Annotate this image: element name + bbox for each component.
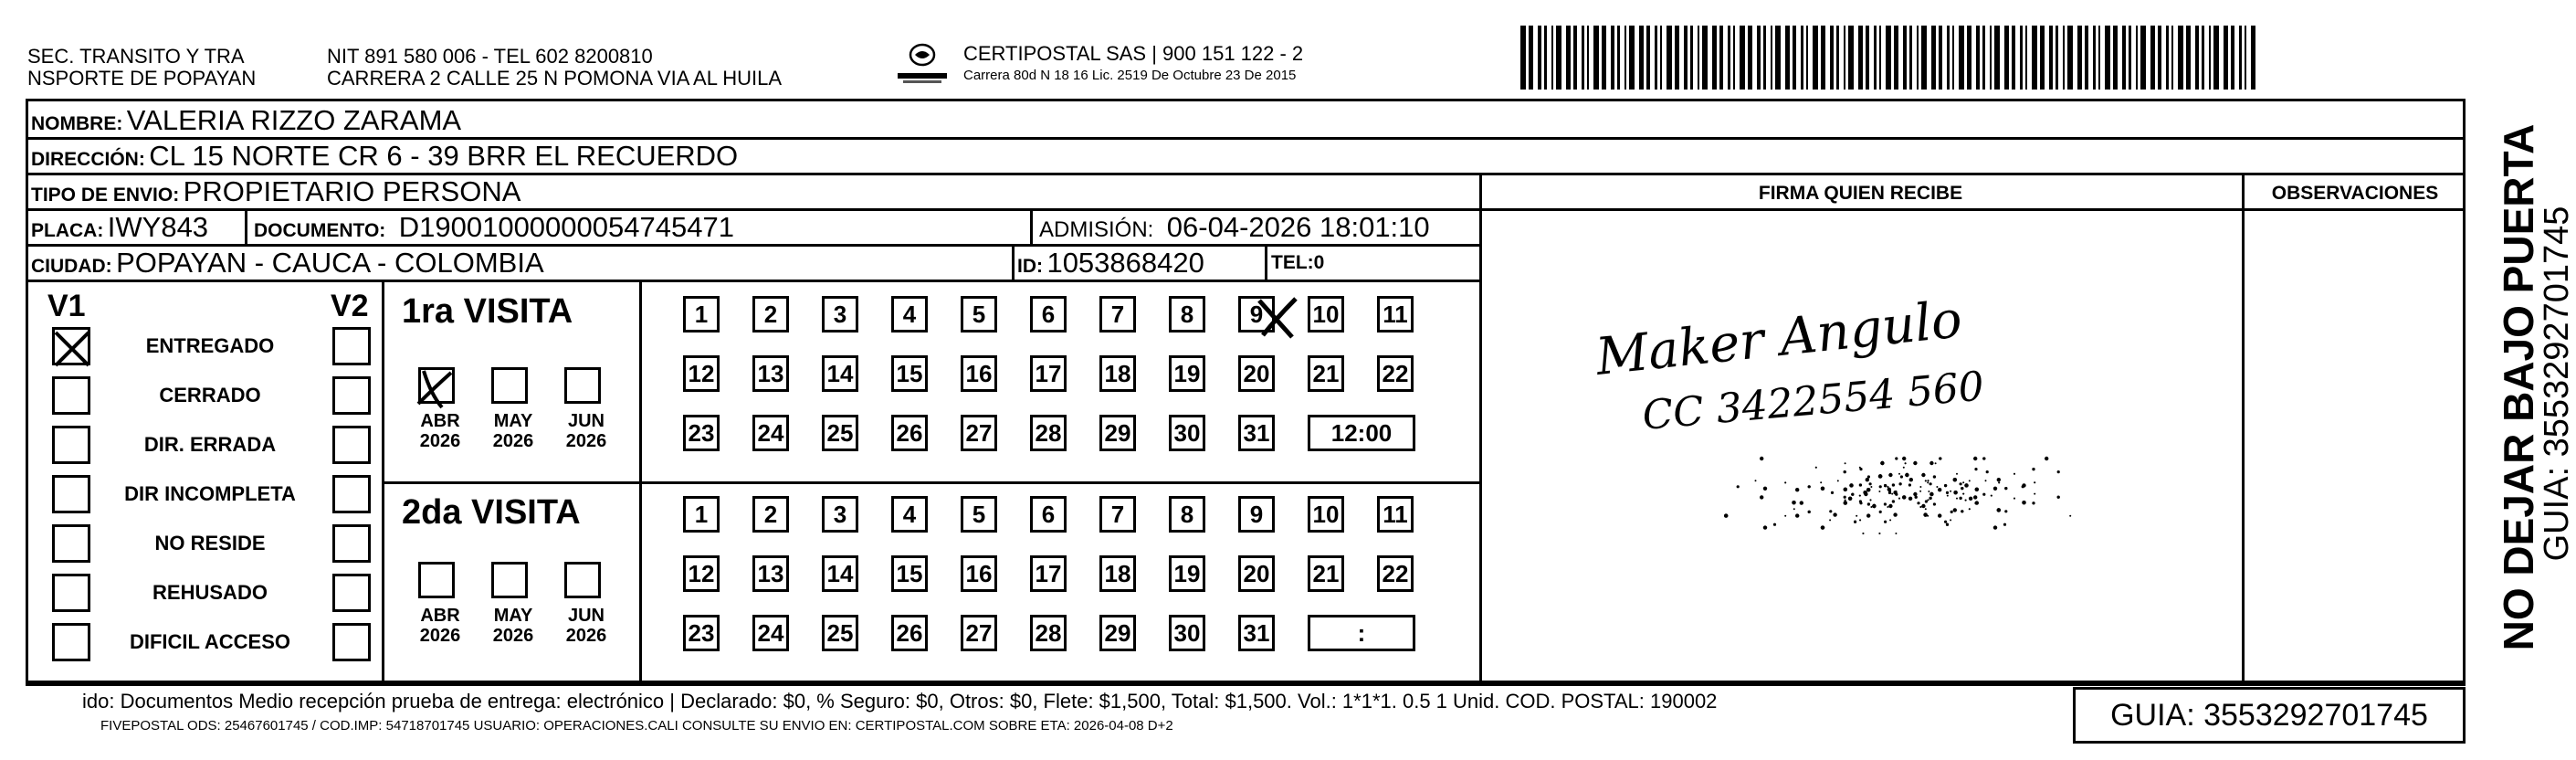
- visit1-day-16[interactable]: 16: [961, 355, 997, 392]
- visit2-day-10[interactable]: 10: [1308, 496, 1344, 533]
- visit1-day-24[interactable]: 24: [752, 415, 789, 451]
- v2-rehusado-checkbox[interactable]: [332, 574, 371, 612]
- visit1-day-31[interactable]: 31: [1238, 415, 1275, 451]
- plate-number: IWY843: [107, 211, 209, 243]
- visit1-day-4[interactable]: 4: [891, 296, 928, 332]
- visit1-day-28[interactable]: 28: [1030, 415, 1067, 451]
- month-name: ABR: [420, 411, 460, 431]
- recipient-name: VALERIA RIZZO ZARAMA: [126, 104, 462, 136]
- visit2-day-4[interactable]: 4: [891, 496, 928, 533]
- logo-icon: [890, 42, 954, 86]
- sender-line2: NSPORTE DE POPAYAN: [27, 67, 257, 90]
- sender-name: [27, 46, 256, 90]
- city: POPAYAN - CAUCA - COLOMBIA: [116, 247, 544, 279]
- documento-cell: DOCUMENTO: D19001000000054745471: [254, 211, 734, 243]
- dir-errada-label: DIR. ERRADA: [143, 433, 277, 456]
- visit1-may-label: [486, 411, 541, 451]
- v1-dir-incompleta-checkbox[interactable]: [52, 475, 90, 513]
- visit2-day-1[interactable]: 1: [683, 496, 720, 533]
- visit1-day-27[interactable]: 27: [961, 415, 997, 451]
- visit2-day-16[interactable]: 16: [961, 555, 997, 592]
- v2-dir-incompleta-checkbox[interactable]: [332, 475, 371, 513]
- visit2-day-15[interactable]: 15: [891, 555, 928, 592]
- observaciones-header: OBSERVACIONES: [2271, 183, 2439, 204]
- admission-date: 06-04-2026 18:01:10: [1166, 211, 1430, 243]
- v1-cerrado-checkbox[interactable]: [52, 376, 90, 415]
- visit1-day-30[interactable]: 30: [1169, 415, 1205, 451]
- cerrado-label: CERRADO: [159, 384, 261, 406]
- visit2-day-18[interactable]: 18: [1099, 555, 1136, 592]
- visit1-day-13[interactable]: 13: [752, 355, 789, 392]
- v1-dificil-acceso-checkbox[interactable]: [52, 623, 90, 661]
- recipient-address: CL 15 NORTE CR 6 - 39 BRR EL RECUERDO: [149, 140, 739, 172]
- visit2-abr-label: [413, 606, 468, 646]
- barcode-icon: [1520, 26, 2260, 91]
- visit1-may-checkbox[interactable]: [491, 367, 528, 404]
- visit2-time-field[interactable]: :: [1308, 615, 1415, 651]
- visit2-abr-checkbox[interactable]: [418, 562, 455, 598]
- visit2-day-11[interactable]: 11: [1377, 496, 1414, 533]
- v2-cerrado-checkbox[interactable]: [332, 376, 371, 415]
- firma-header: FIRMA QUIEN RECIBE: [1758, 183, 1963, 204]
- month-year: 2026: [419, 431, 461, 451]
- entregado-check-mark: [52, 329, 92, 369]
- company-license: Carrera 80d N 18 16 Lic. 2519 De Octubre 23 De 2015: [963, 68, 1297, 83]
- visit2-day-23[interactable]: 23: [683, 615, 720, 651]
- company-name: CERTIPOSTAL SAS | 900 151 122 - 2: [963, 42, 1304, 65]
- visit1-day-15[interactable]: 15: [891, 355, 928, 392]
- v2-dificil-acceso-checkbox[interactable]: [332, 623, 371, 661]
- visit1-day-22[interactable]: 22: [1377, 355, 1414, 392]
- sender-nit: NIT 891 580 006 - TEL 602 8200810: [327, 45, 653, 68]
- v1-no-reside-checkbox[interactable]: [52, 524, 90, 563]
- visit2-day-2[interactable]: 2: [752, 496, 789, 533]
- month-name: JUN: [567, 606, 605, 626]
- visit2-day-19[interactable]: 19: [1169, 555, 1205, 592]
- second-visit-title: 2da VISITA: [402, 493, 581, 532]
- visit2-day-9[interactable]: 9: [1238, 496, 1275, 533]
- april-check-mark: [415, 367, 457, 411]
- visit1-day-2[interactable]: 2: [752, 296, 789, 332]
- visit2-day-29[interactable]: 29: [1099, 615, 1136, 651]
- visit1-day-11[interactable]: 11: [1377, 296, 1414, 332]
- sender-address: CARRERA 2 CALLE 25 N POMONA VIA AL HUILA: [327, 67, 783, 90]
- visit1-day-25[interactable]: 25: [822, 415, 858, 451]
- month-name: JUN: [567, 411, 605, 431]
- visit2-day-24[interactable]: 24: [752, 615, 789, 651]
- visit2-day-28[interactable]: 28: [1030, 615, 1067, 651]
- month-name: MAY: [493, 411, 533, 431]
- scan-noise: [1552, 457, 2210, 639]
- visit1-day-10[interactable]: 10: [1308, 296, 1344, 332]
- visit1-time-field[interactable]: 12:00: [1308, 415, 1415, 451]
- v2-entregado-checkbox[interactable]: [332, 327, 371, 365]
- visit1-day-3[interactable]: 3: [822, 296, 858, 332]
- visit1-jun-label: [559, 411, 614, 451]
- month-year: 2026: [419, 626, 461, 646]
- visit2-day-21[interactable]: 21: [1308, 555, 1344, 592]
- visit2-day-22[interactable]: 22: [1377, 555, 1414, 592]
- visit1-day-21[interactable]: 21: [1308, 355, 1344, 392]
- dificil-acceso-label: DIFICIL ACCESO: [129, 630, 290, 653]
- admision-cell: ADMISIÓN: 06-04-2026 18:01:10: [1039, 211, 1430, 243]
- month-year: 2026: [492, 626, 534, 646]
- rehusado-label: REHUSADO: [152, 581, 268, 604]
- visit2-day-17[interactable]: 17: [1030, 555, 1067, 592]
- recipient-signature: [1589, 290, 2100, 439]
- footer-line2: FIVEPOSTAL ODS: 25467601745 / COD.IMP: 54718701745 USUARIO: OPERACIONES.CALI CONSULTE SU ENVIO EN: CERTIPOSTAL.COM SOBRE ETA: 2026-04-08 D+2: [100, 718, 1173, 734]
- v1-label: V1: [47, 289, 86, 323]
- visit2-day-30[interactable]: 30: [1169, 615, 1205, 651]
- visit1-jun-checkbox[interactable]: [564, 367, 601, 404]
- document-number: D19001000000054745471: [398, 211, 734, 243]
- visit1-day-20[interactable]: 20: [1238, 355, 1275, 392]
- visit1-day-6[interactable]: 6: [1030, 296, 1067, 332]
- visit1-day-29[interactable]: 29: [1099, 415, 1136, 451]
- signature-line1: Maker Angulo: [1593, 290, 1965, 387]
- tel-cell: TEL:0: [1271, 252, 1325, 273]
- visit2-day-14[interactable]: 14: [822, 555, 858, 592]
- visit2-day-25[interactable]: 25: [822, 615, 858, 651]
- month-name: ABR: [420, 606, 460, 626]
- visit1-day-7[interactable]: 7: [1099, 296, 1136, 332]
- visit1-day-14[interactable]: 14: [822, 355, 858, 392]
- courier-logo: [890, 42, 954, 86]
- visit1-day-9[interactable]: 9: [1238, 296, 1275, 332]
- phone: 0: [1313, 252, 1325, 273]
- visit2-day-31[interactable]: 31: [1238, 615, 1275, 651]
- visit2-day-12[interactable]: 12: [683, 555, 720, 592]
- month-year: 2026: [492, 431, 534, 451]
- guia-number: GUIA: 3553292701745: [2110, 698, 2428, 733]
- v1-rehusado-checkbox[interactable]: [52, 574, 90, 612]
- month-year: 2026: [565, 626, 607, 646]
- visit1-day-17[interactable]: 17: [1030, 355, 1067, 392]
- visit1-day-19[interactable]: 19: [1169, 355, 1205, 392]
- placa-cell: PLACA: IWY843: [31, 211, 209, 243]
- visit1-day-1[interactable]: 1: [683, 296, 720, 332]
- month-year: 2026: [565, 431, 607, 451]
- v1-dir-errada-checkbox[interactable]: [52, 426, 90, 464]
- visit1-day-5[interactable]: 5: [961, 296, 997, 332]
- no-reside-label: NO RESIDE: [154, 532, 266, 554]
- nombre-row: NOMBRE: VALERIA RIZZO ZARAMA: [31, 104, 462, 136]
- v2-label: V2: [331, 289, 369, 323]
- month-name: MAY: [493, 606, 533, 626]
- v2-dir-errada-checkbox[interactable]: [332, 426, 371, 464]
- visit2-may-checkbox[interactable]: [491, 562, 528, 598]
- tipo-row: TIPO DE ENVIO: PROPIETARIO PERSONA: [31, 175, 521, 207]
- first-visit-title: 1ra VISITA: [402, 292, 573, 331]
- v2-no-reside-checkbox[interactable]: [332, 524, 371, 563]
- side-warning-text: NO DEJAR BAJO PUERTA: [2495, 123, 2542, 651]
- visit1-day-23[interactable]: 23: [683, 415, 720, 451]
- visit2-day-8[interactable]: 8: [1169, 496, 1205, 533]
- company-info: [963, 42, 1303, 86]
- visit2-day-7[interactable]: 7: [1099, 496, 1136, 533]
- visit2-may-label: [486, 606, 541, 646]
- recipient-id: 1053868420: [1046, 247, 1204, 279]
- sender-line1: SEC. TRANSITO Y TRA: [27, 45, 245, 68]
- visit1-day-26[interactable]: 26: [891, 415, 928, 451]
- side-guia-text: GUIA: 3553292701745: [2538, 206, 2576, 562]
- entregado-label: ENTREGADO: [145, 334, 275, 357]
- day-9-check-mark: [1256, 297, 1299, 341]
- shipment-type: PROPIETARIO PERSONA: [183, 175, 521, 207]
- visit1-day-8[interactable]: 8: [1169, 296, 1205, 332]
- visit2-day-27[interactable]: 27: [961, 615, 997, 651]
- visit2-jun-label: [559, 606, 614, 646]
- visit2-day-26[interactable]: 26: [891, 615, 928, 651]
- visit1-abr-label: [413, 411, 468, 451]
- dir-incompleta-label: DIR INCOMPLETA: [124, 482, 296, 505]
- footer-line1: ido: Documentos Medio recepción prueba de entrega: electrónico | Declarado: $0, % Seguro: $0, Otros: $0, Flete: $1,500, Total: $1,500. Vol.: 1*1*1. 0.5 1 Unid. COD. POSTAL: 190002: [82, 690, 1718, 712]
- visit2-day-5[interactable]: 5: [961, 496, 997, 533]
- visit1-day-18[interactable]: 18: [1099, 355, 1136, 392]
- sender-contact: [327, 46, 782, 90]
- ciudad-cell: CIUDAD: POPAYAN - CAUCA - COLOMBIA: [31, 247, 544, 279]
- id-cell: ID: 1053868420: [1017, 247, 1204, 279]
- direccion-row: DIRECCIÓN: CL 15 NORTE CR 6 - 39 BRR EL RECUERDO: [31, 140, 739, 172]
- visit2-day-6[interactable]: 6: [1030, 496, 1067, 533]
- visit2-day-20[interactable]: 20: [1238, 555, 1275, 592]
- signature-line2: CC 3422554 560: [1640, 363, 1986, 439]
- visit2-day-3[interactable]: 3: [822, 496, 858, 533]
- visit1-day-12[interactable]: 12: [683, 355, 720, 392]
- visit2-jun-checkbox[interactable]: [564, 562, 601, 598]
- visit2-day-13[interactable]: 13: [752, 555, 789, 592]
